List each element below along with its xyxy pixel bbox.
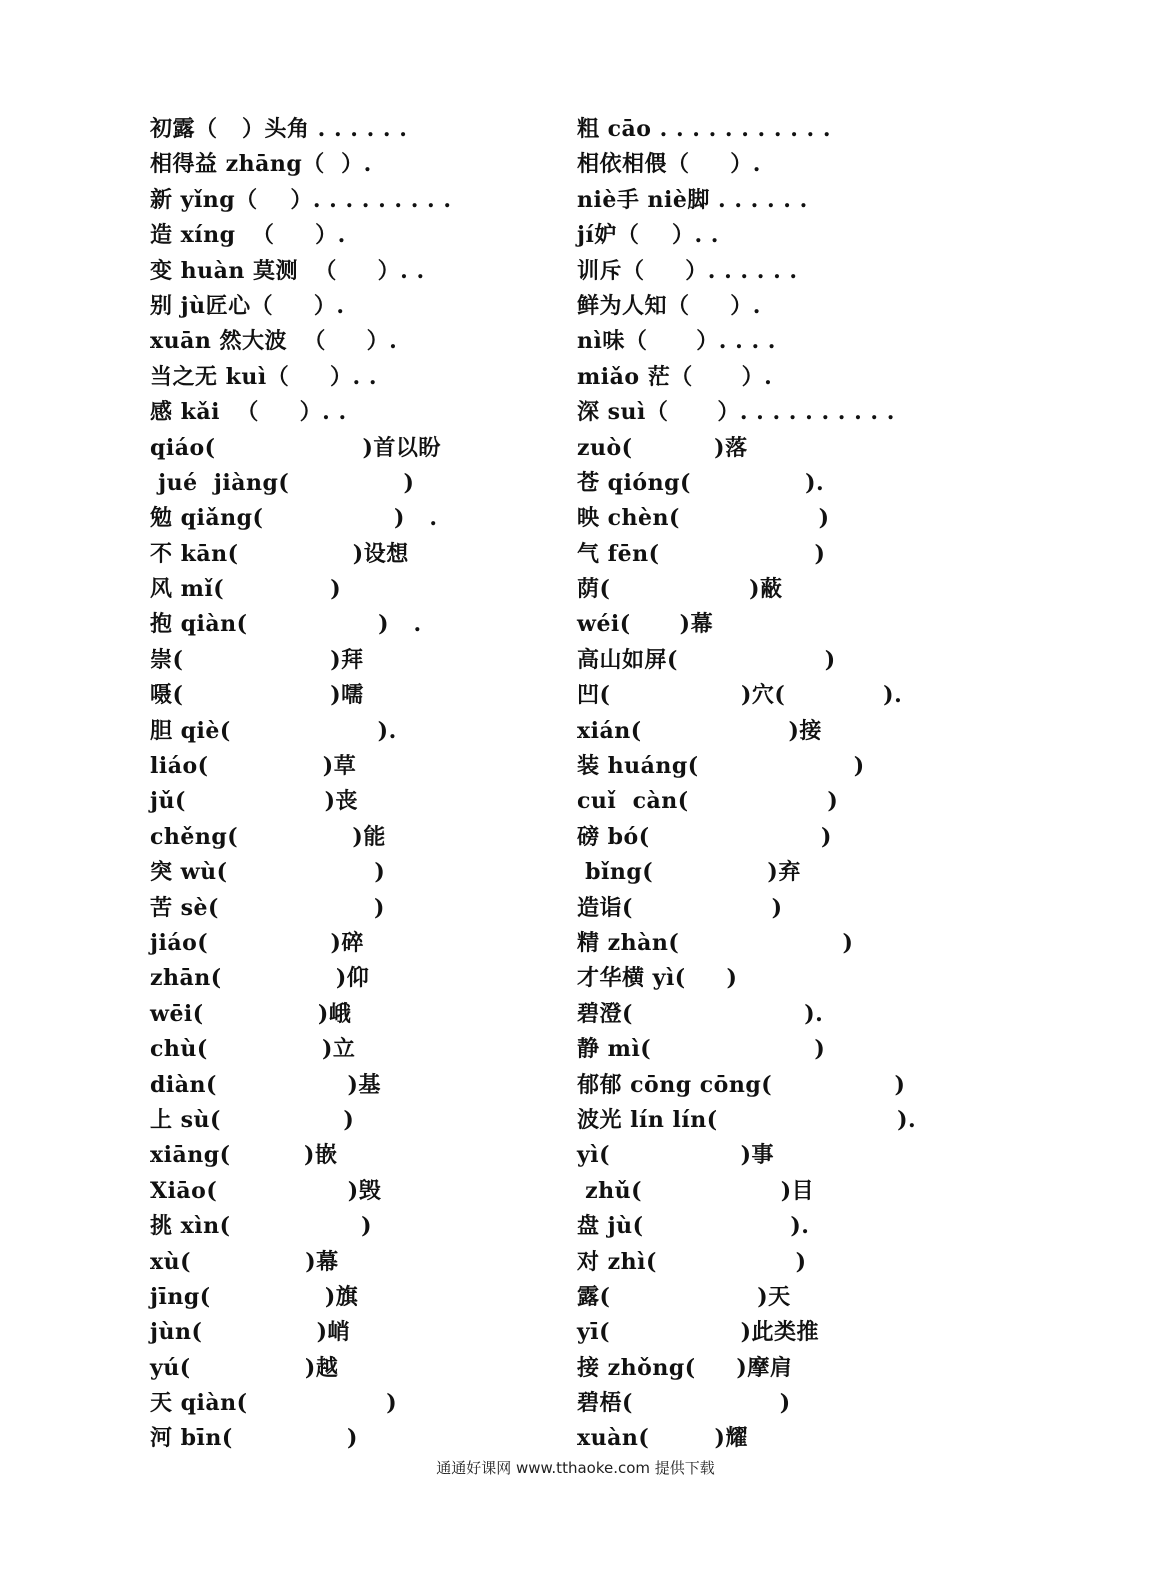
left-column-item: chěng( )能 — [150, 823, 386, 850]
right-column-item: 盘 jù( ). — [577, 1213, 810, 1240]
left-column-item: jiáo( )碎 — [150, 929, 364, 956]
right-column-item: 凹( )穴( ). — [577, 682, 903, 709]
left-column-item: jǔ( )丧 — [150, 788, 358, 815]
right-column-item: 气 fēn( ) — [577, 540, 826, 567]
left-column-item: jué jiàng( ) — [150, 469, 415, 496]
right-column-item: 郁郁 cōng cōng( ) — [577, 1071, 906, 1098]
left-column-item: xuān 然大波 （ ）. — [150, 328, 398, 355]
left-column-item: 不 kān( )设想 — [150, 540, 409, 567]
left-column — [150, 112, 550, 1457]
left-column-item: xiāng( )嵌 — [150, 1142, 338, 1169]
right-column-item: 装 huáng( ) — [577, 753, 865, 780]
left-column-item: diàn( )基 — [150, 1071, 381, 1098]
left-column-item: 风 mǐ( ) — [150, 576, 342, 603]
right-column-item: xián( )接 — [577, 717, 822, 744]
left-column-item: jīng( )旗 — [150, 1283, 359, 1310]
left-column-item: 挑 xìn( ) — [150, 1213, 372, 1240]
left-column-item: liáo( )草 — [150, 753, 357, 780]
left-column-item: qiáo( )首以盼 — [150, 434, 441, 461]
left-column-item: 胆 qiè( ). — [150, 717, 397, 744]
right-column-item: jí妒（ ）. . — [577, 222, 719, 249]
left-column-item: jùn( )峭 — [150, 1319, 350, 1346]
right-column-item: 深 suì（ ）. . . . . . . . . . — [577, 399, 895, 426]
right-column-item: xuàn( )耀 — [577, 1425, 748, 1452]
right-column — [577, 112, 997, 1457]
footer-credit: 通通好课网 www.tthaoke.com 提供下载 — [436, 1459, 715, 1477]
right-column-item: 粗 cāo . . . . . . . . . . . — [577, 116, 831, 142]
left-column-item: xù( )幕 — [150, 1248, 339, 1275]
right-column-item: nì味（ ）. . . . — [577, 328, 776, 355]
right-column-item: 训斥（ ）. . . . . . — [577, 257, 798, 284]
left-column-item: 河 bīn( ) — [150, 1425, 358, 1452]
right-column-item: 碧梧( ) — [577, 1390, 791, 1417]
right-column-item: 映 chèn( ) — [577, 505, 830, 532]
left-column-item: 新 yǐng（ ）. . . . . . . . . — [150, 186, 452, 213]
left-column-item: zhān( )仰 — [150, 965, 370, 992]
right-column-item: 鲜为人知（ ）. — [577, 292, 761, 319]
right-column-item: 露( )天 — [577, 1283, 791, 1310]
left-column-item: 苦 sè( ) — [150, 894, 385, 921]
right-column-item: 静 mì( ) — [577, 1036, 826, 1063]
right-column-item: 荫( )蔽 — [577, 576, 783, 603]
left-column-item: 初露（ ）头角 . . . . . . — [150, 116, 408, 142]
left-column-item: 相得益 zhāng（ ）. — [150, 151, 372, 178]
left-column-item: 感 kǎi （ ）. . — [150, 399, 347, 426]
right-column-item: 造诣( ) — [577, 894, 783, 921]
right-column-item: 对 zhì( ) — [577, 1248, 807, 1275]
left-column-item: yú( )越 — [150, 1354, 339, 1381]
left-column-item: 勉 qiǎng( ) . — [150, 505, 438, 532]
left-column-item: wēi( )峨 — [150, 1000, 352, 1027]
left-column-item: 上 sù( ) — [150, 1106, 355, 1133]
right-column-item: 精 zhàn( ) — [577, 929, 854, 956]
left-column-item: 当之无 kuì（ ）. . — [150, 363, 378, 390]
right-column-item: 相依相偎（ ）. — [577, 151, 761, 178]
right-column-item: 才华横 yì( ) — [577, 965, 738, 992]
left-column-item: 嗫( )嚅 — [150, 682, 364, 709]
right-column-item: 苍 qióng( ). — [577, 469, 825, 496]
right-column-item: zhǔ( )目 — [577, 1177, 815, 1204]
right-column-item: 碧澄( ). — [577, 1000, 824, 1027]
left-column-item: 造 xíng （ ）. — [150, 222, 346, 249]
left-column-item: chù( )立 — [150, 1036, 356, 1063]
right-column-item: 波光 lín lín( ). — [577, 1106, 917, 1133]
right-column-item: yì( )事 — [577, 1142, 775, 1169]
left-column-item: 抱 qiàn( ) . — [150, 611, 422, 638]
right-column-item: bǐng( )弃 — [577, 859, 801, 886]
right-column-item: 高山如屏( ) — [577, 646, 836, 673]
left-column-item: 突 wù( ) — [150, 859, 386, 886]
right-column-item: cuǐ càn( ) — [577, 788, 839, 815]
right-column-item: miǎo 茫（ ）. — [577, 363, 773, 390]
right-column-item: zuò( )落 — [577, 434, 748, 461]
left-column-item: 别 jù匠心（ ）. — [150, 292, 345, 319]
left-column-item: Xiāo( )毁 — [150, 1177, 382, 1204]
left-column-item: 天 qiàn( ) — [150, 1390, 398, 1417]
right-column-item: yī( )此类推 — [577, 1319, 820, 1346]
left-column-item: 变 huàn 莫测 （ ）. . — [150, 257, 425, 284]
right-column-item: 接 zhǒng( )摩肩 — [577, 1354, 793, 1381]
left-column-item: 崇( )拜 — [150, 646, 364, 673]
right-column-item: niè手 niè脚 . . . . . . — [577, 186, 808, 213]
right-column-item: 磅 bó( ) — [577, 823, 832, 850]
right-column-item: wéi( )幕 — [577, 611, 714, 638]
